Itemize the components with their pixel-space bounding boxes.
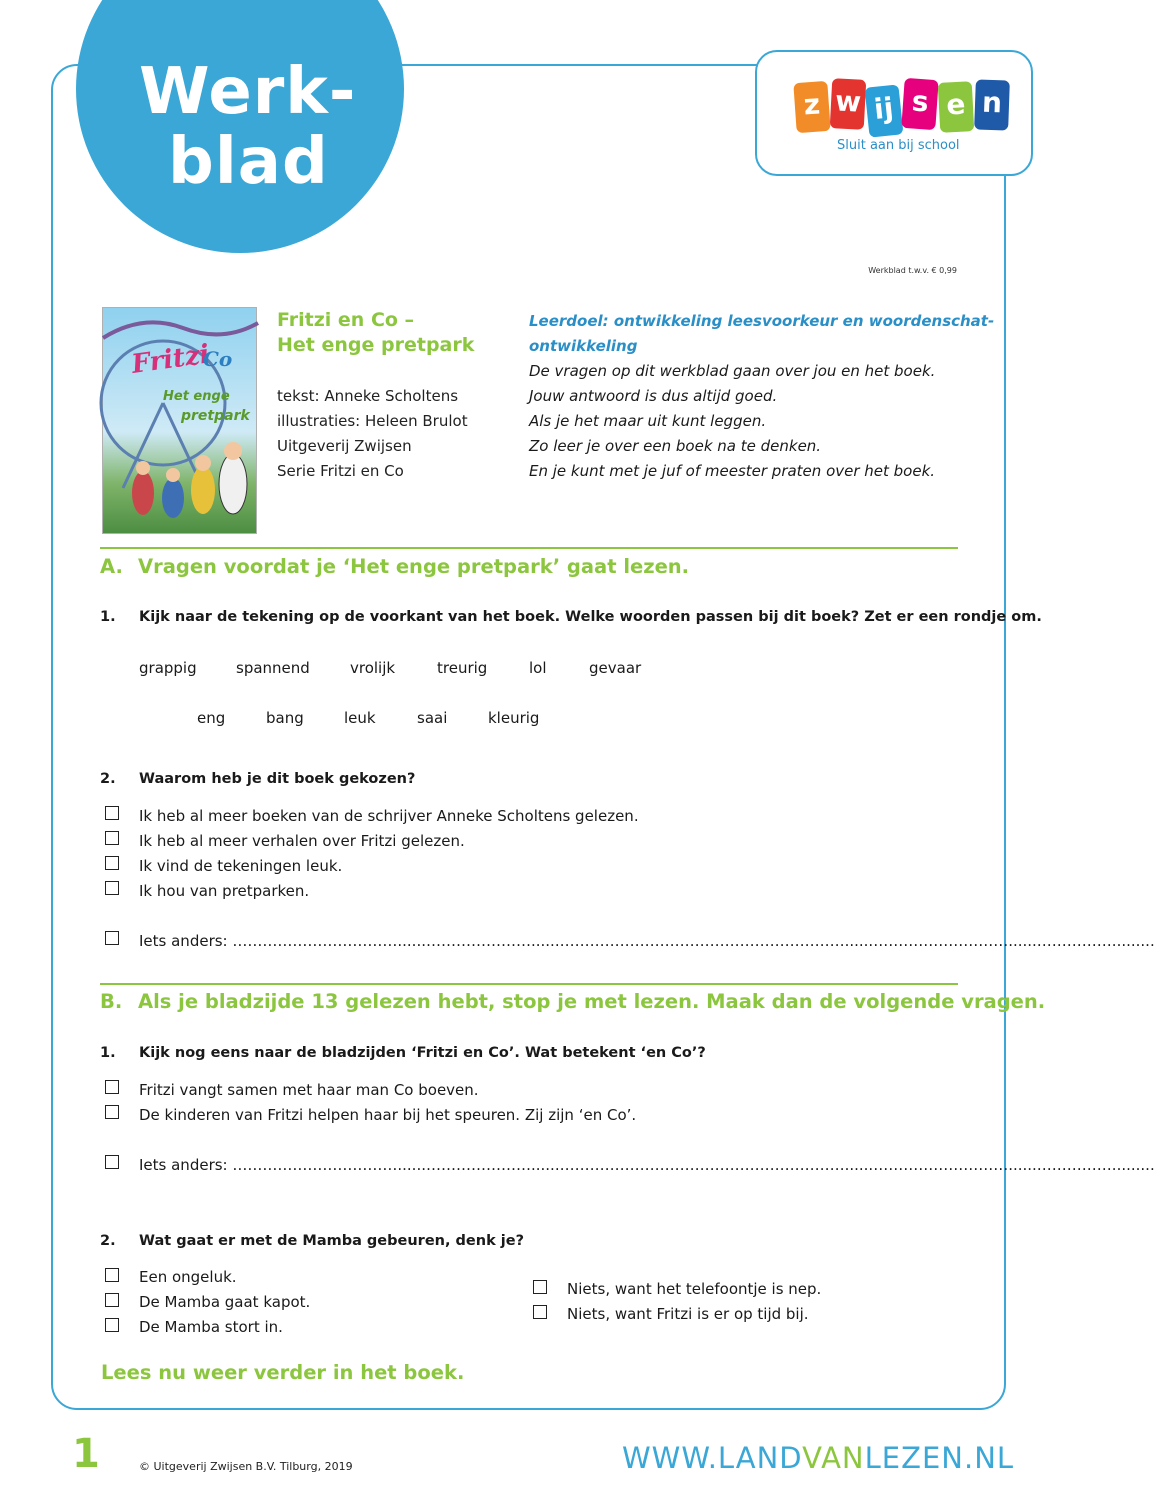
book-cover-image: [102, 307, 257, 534]
other-answer-line[interactable]: Iets anders: ……………………………......…………………......…………………………………………………......………………………......…………….........: [139, 932, 1155, 950]
other-answer-line[interactable]: Iets anders: ……………………………......…………………......…………………………………………………......………………………......…………….........: [139, 1156, 1155, 1174]
option-label: Niets, want Fritzi is er op tijd bij.: [567, 1305, 809, 1323]
checkbox[interactable]: [105, 831, 119, 845]
goal-line: De vragen op dit werkblad gaan over jou en het boek.: [529, 362, 936, 380]
book-publisher: Uitgeverij Zwijsen: [277, 437, 412, 455]
checkbox-other[interactable]: [105, 931, 119, 945]
word-option[interactable]: gevaar: [589, 659, 642, 677]
logo-tile-ij: ij: [864, 84, 903, 137]
section-a-title: A. Vragen voordat je ‘Het enge pretpark’ gaat lezen.: [100, 555, 690, 578]
checkbox[interactable]: [105, 1293, 119, 1307]
word-option[interactable]: eng: [197, 709, 226, 727]
word-option[interactable]: bang: [266, 709, 304, 727]
learning-goal: [529, 309, 995, 484]
word-option[interactable]: kleurig: [488, 709, 540, 727]
question-a1: 1. Kijk naar de tekening op de voorkant van het boek. Welke woorden passen bij dit boek? Zet er een rondje om.: [100, 609, 1042, 625]
section-b-divider: [100, 983, 958, 985]
book-title: Fritzi en Co – Het enge pretpark: [277, 309, 475, 356]
option-label: De Mamba gaat kapot.: [139, 1293, 311, 1311]
svg-text:pretpark: pretpark: [181, 408, 250, 424]
logo-tile-z: z: [793, 81, 830, 133]
page-title: Werk- blad: [139, 55, 357, 199]
zwijsen-logo: [755, 50, 1033, 176]
book-series: Serie Fritzi en Co: [277, 462, 404, 480]
checkbox[interactable]: [105, 856, 119, 870]
checkbox[interactable]: [105, 1268, 119, 1282]
option-label: De Mamba stort in.: [139, 1318, 283, 1336]
logo-tile-w: w: [830, 78, 867, 130]
checkbox[interactable]: [533, 1305, 547, 1319]
word-option[interactable]: leuk: [344, 709, 376, 727]
checkbox[interactable]: [105, 806, 119, 820]
copyright: © Uitgeverij Zwijsen B.V. Tilburg, 2019: [139, 1460, 353, 1473]
website-link[interactable]: WWW.LANDVANLEZEN.NL: [622, 1441, 1015, 1475]
goal-line: Als je het maar uit kunt leggen.: [529, 412, 767, 430]
logo-slogan: Sluit aan bij school: [837, 138, 960, 153]
checkbox[interactable]: [105, 881, 119, 895]
checkbox[interactable]: [105, 1105, 119, 1119]
word-option[interactable]: saai: [417, 709, 448, 727]
svg-text:Co: Co: [203, 347, 233, 371]
svg-text:Fritzi: Fritzi: [129, 339, 212, 380]
goal-line: En je kunt met je juf of meester praten over het boek.: [529, 462, 936, 480]
leerdoel-line-1: Leerdoel: ontwikkeling leesvoorkeur en woordenschat-: [529, 312, 995, 330]
question-b2: 2. Wat gaat er met de Mamba gebeuren, denk je?: [100, 1233, 524, 1249]
book-author: tekst: Anneke Scholtens: [277, 387, 459, 405]
checkbox-other[interactable]: [105, 1155, 119, 1169]
word-option[interactable]: spannend: [236, 659, 310, 677]
leerdoel-line-2: ontwikkeling: [529, 337, 638, 355]
word-option[interactable]: grappig: [139, 659, 197, 677]
logo-tile-n: n: [974, 79, 1010, 130]
option-label: Niets, want het telefoontje is nep.: [567, 1280, 822, 1298]
option-label: Ik hou van pretparken.: [139, 882, 310, 900]
book-illustrator: illustraties: Heleen Brulot: [277, 412, 468, 430]
option-label: Een ongeluk.: [139, 1268, 237, 1286]
logo-tile-s: s: [901, 78, 938, 130]
section-a-divider: [100, 547, 958, 549]
option-label: Fritzi vangt samen met haar man Co boeven.: [139, 1081, 479, 1099]
read-on-instruction: Lees nu weer verder in het boek.: [101, 1361, 465, 1384]
page-frame: [51, 64, 1155, 1410]
option-label: Ik heb al meer boeken van de schrijver Anneke Scholtens gelezen.: [139, 807, 639, 825]
checkbox[interactable]: [533, 1280, 547, 1294]
svg-text:Het enge: Het enge: [163, 389, 230, 404]
word-option[interactable]: vrolijk: [350, 659, 396, 677]
book-cover-illustration: [103, 308, 258, 535]
goal-line: Jouw antwoord is dus altijd goed.: [529, 387, 778, 405]
word-option[interactable]: treurig: [437, 659, 488, 677]
book-info: [277, 384, 468, 484]
option-label: Ik vind de tekeningen leuk.: [139, 857, 343, 875]
checkbox[interactable]: [105, 1318, 119, 1332]
question-a2: 2. Waarom heb je dit boek gekozen?: [100, 771, 416, 787]
option-label: De kinderen van Fritzi helpen haar bij het speuren. Zij zijn ‘en Co’.: [139, 1106, 637, 1124]
logo-tile-e: e: [938, 81, 975, 133]
question-b1: 1. Kijk nog eens naar de bladzijden ‘Fritzi en Co’. Wat betekent ‘en Co’?: [100, 1045, 706, 1061]
section-b-title: B. Als je bladzijde 13 gelezen hebt, stop je met lezen. Maak dan de volgende vragen.: [100, 990, 1046, 1013]
price-note: Werkblad t.w.v. € 0,99: [868, 266, 957, 275]
checkbox[interactable]: [105, 1080, 119, 1094]
logo-letters: [795, 78, 1015, 134]
goal-line: Zo leer je over een boek na te denken.: [529, 437, 822, 455]
word-option[interactable]: lol: [529, 659, 547, 677]
page-number: 1: [72, 1431, 100, 1477]
option-label: Ik heb al meer verhalen over Fritzi gelezen.: [139, 832, 465, 850]
